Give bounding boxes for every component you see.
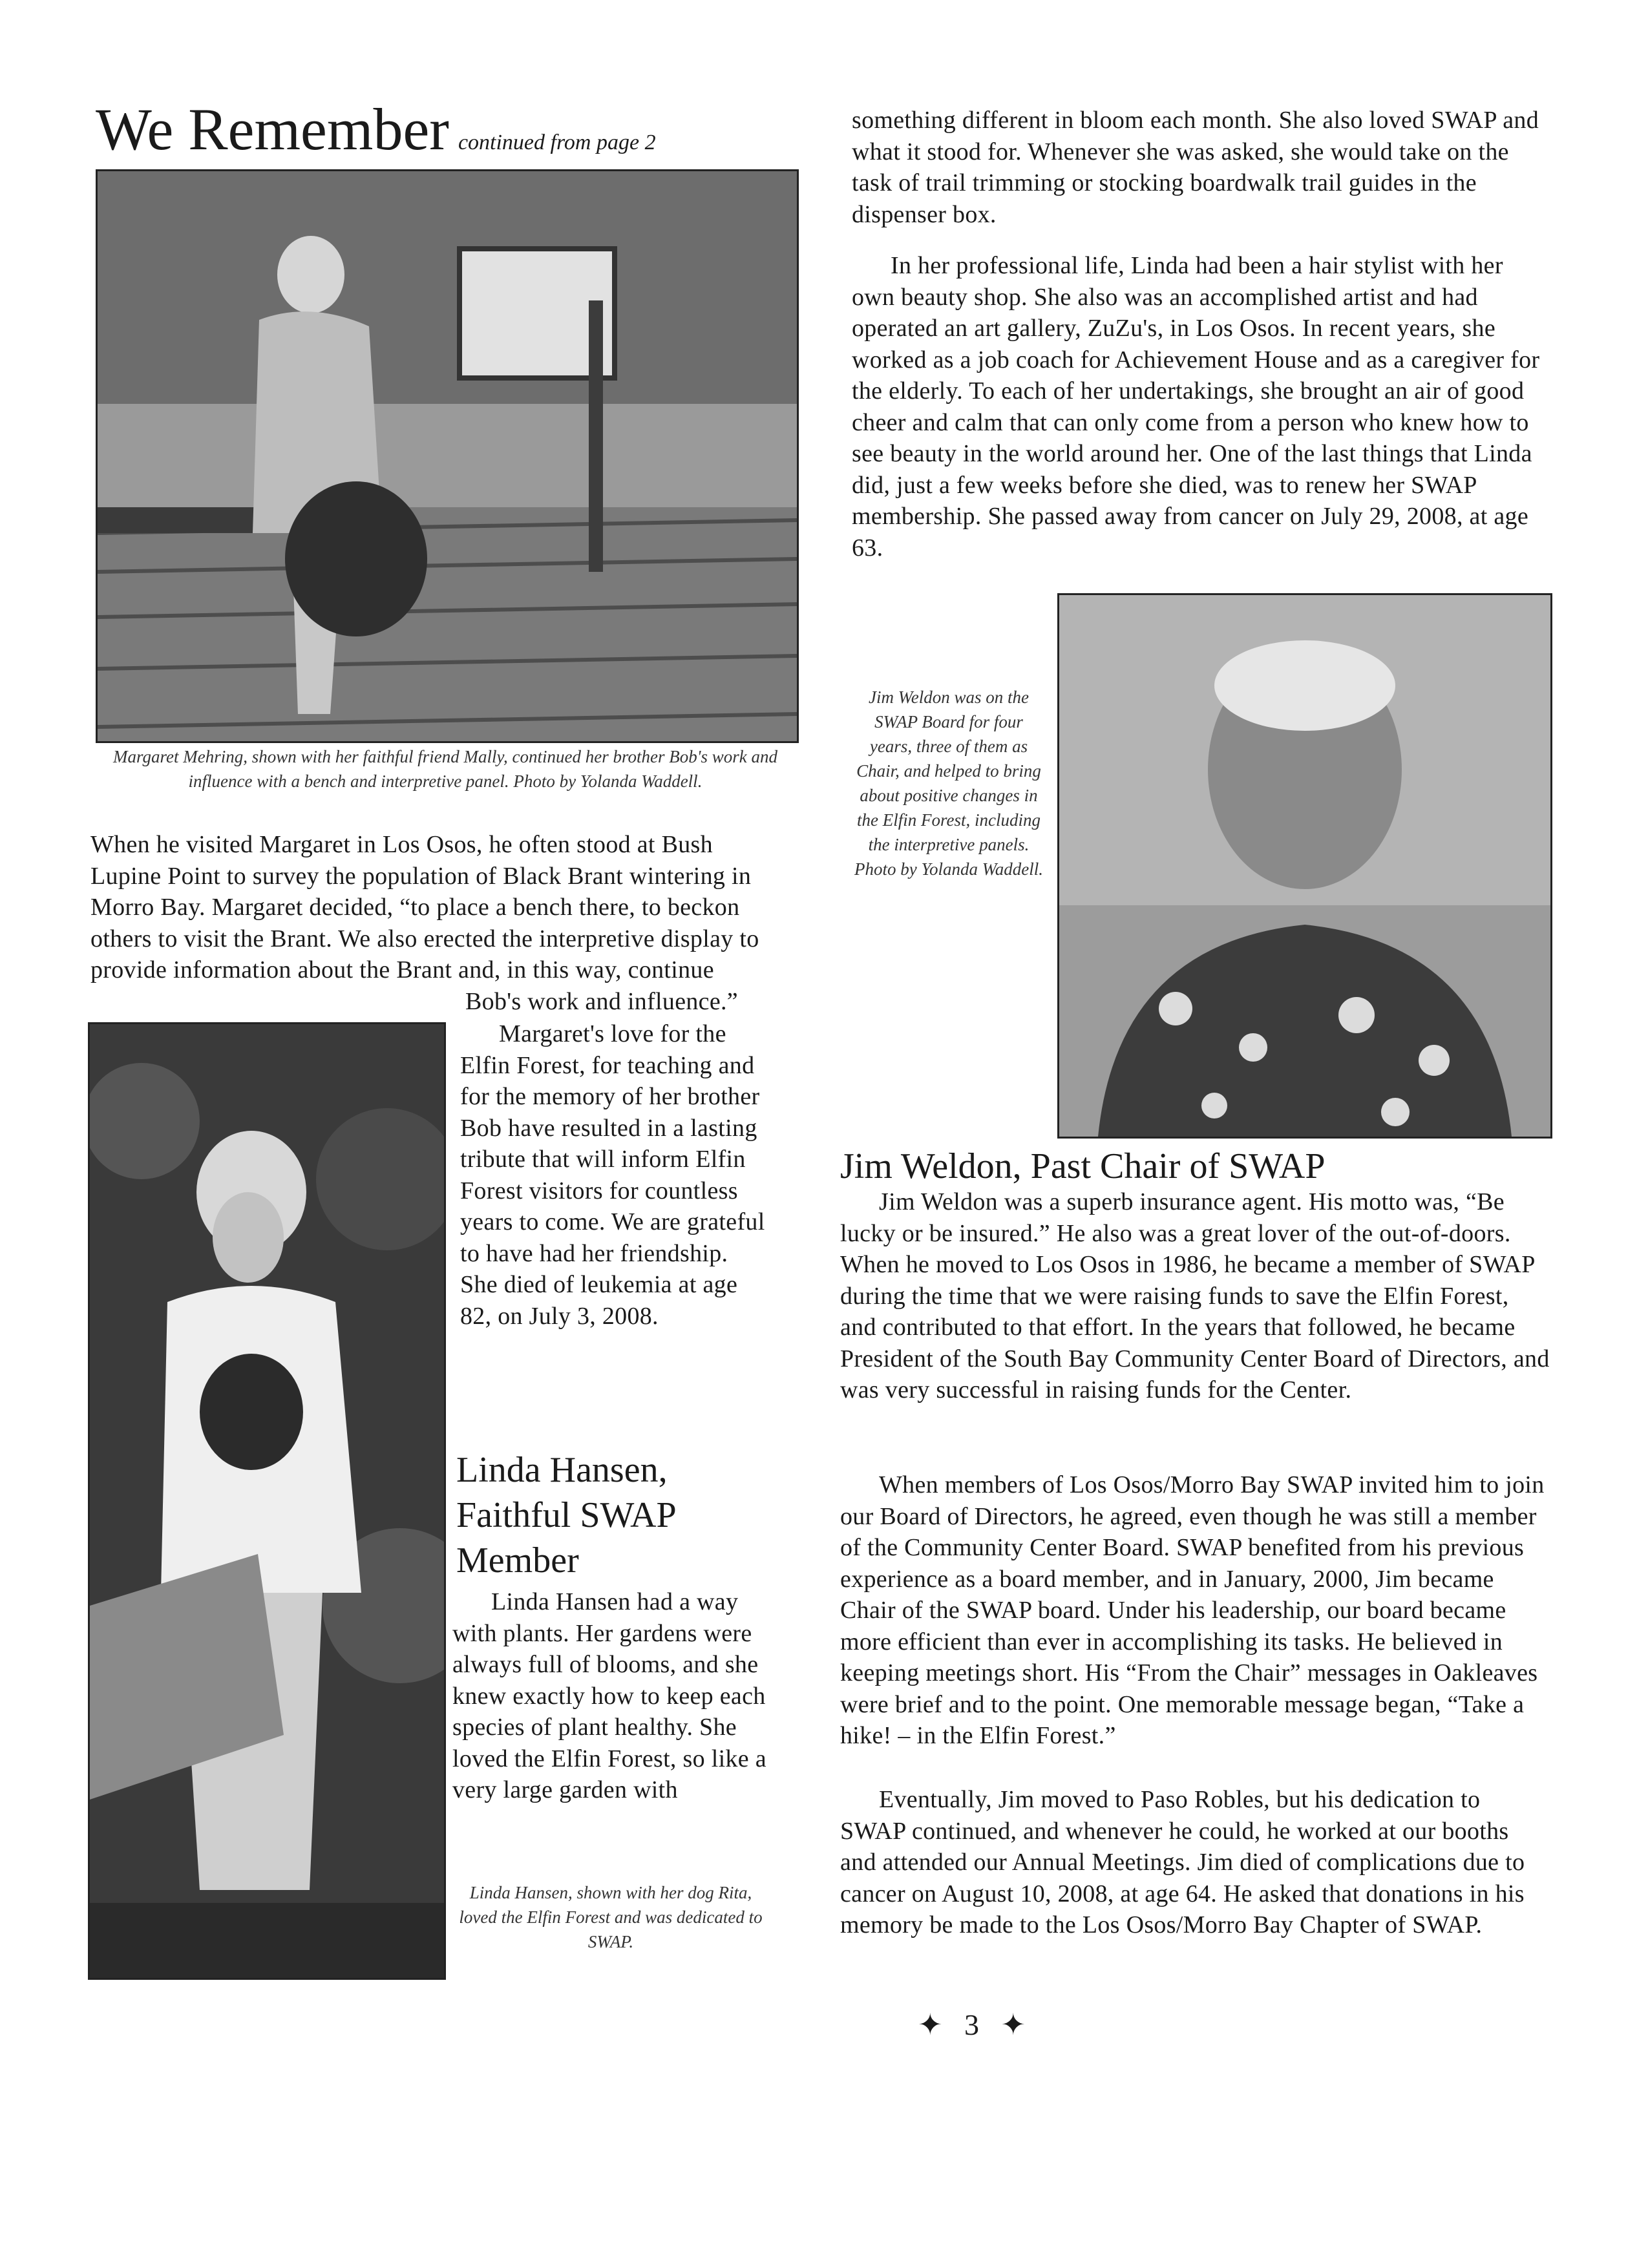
- linda-heading: Linda Hansen, Faithful SWAP Member: [456, 1450, 675, 1580]
- linda-paragraph-1: Linda Hansen had a way with plants. Her gardens were always full of blooms, and she knew exactly how to keep each species of plant healthy. She loved the Elfin Forest, so like a very large garden with: [452, 1588, 766, 1803]
- jim-photo-caption: Jim Weldon was on the SWAP Board for four years, three of them as Chair, and helped to bring about positive changes in the Elfin Forest, including the interpretive panels. Photo by Yolanda Waddell.: [854, 688, 1044, 879]
- ornament-left-icon: ✦: [918, 2008, 943, 2041]
- linda-photo-illustration: [90, 1024, 444, 1978]
- margaret-photo-illustration: [98, 171, 797, 741]
- page-title: [96, 97, 656, 175]
- jim-paragraph-3: Eventually, Jim moved to Paso Robles, but his dedication to SWAP continued, and whenever he could, he worked at our booths and attended our Annual Meetings. Jim died of complications due to cancer on August 10, 2008, at age 64. He asked that donations in his memory be made to the Los Osos/Morro Bay Chapter of SWAP.: [840, 1786, 1525, 1938]
- page-number-text: 3: [964, 2008, 980, 2041]
- jim-photo: [1057, 593, 1552, 1139]
- margaret-photo-caption: Margaret Mehring, shown with her faithful friend Mally, continued her brother Bob's work and influence with a bench and interpretive panel. Photo by Yolanda Waddell.: [113, 747, 777, 791]
- ornament-right-icon: ✦: [1000, 2008, 1026, 2041]
- margaret-paragraph-2: Margaret's love for the Elfin Forest, for teaching and for the memory of her brother Bob have resulted in a lasting tribute that will inform Elfin Forest visitors for countless years to come. We are grateful to have had her friendship. She died of leukemia at age 82, on July 3, 2008.: [460, 1020, 765, 1330]
- continued-note: continued from page 2: [458, 131, 656, 154]
- jim-photo-illustration: [1059, 595, 1550, 1137]
- linda-paragraph-1-continued: something different in bloom each month. She also loved SWAP and what it stood for. Whenever she was asked, she would take on the task of trail trimming or stocking boardwalk trail guides in the dispenser box.: [852, 107, 1539, 228]
- page-number: [918, 2006, 1026, 2044]
- jim-paragraph-2: When members of Los Osos/Morro Bay SWAP invited him to join our Board of Directors, he agreed, even though he was still a member of the Community Center Board. SWAP benefited from his previous experience as a board member, and in January, 2000, Jim became Chair of the SWAP board. Under his leadership, our board became more efficient than ever in accomplishing its tasks. He believed in keeping meetings short. His “From the Chair” messages in Oakleaves were brief and to the point. One memorable message began, “Take a hike! – in the Elfin Forest.”: [840, 1471, 1545, 1749]
- linda-photo-caption: Linda Hansen, shown with her dog Rita, loved the Elfin Forest and was dedicated to SWAP.: [459, 1883, 763, 1951]
- margaret-paragraph-1-end: Bob's work and influence.”: [465, 988, 738, 1015]
- linda-photo: [88, 1022, 446, 1980]
- margaret-paragraph-1: When he visited Margaret in Los Osos, he often stood at Bush Lupine Point to survey the population of Black Brant wintering in Morro Bay. Margaret decided, “to place a bench there, to beckon others to visit the Brant. We also erected the interpretive display to provide information about the Brant and, in this way, continue: [90, 831, 759, 983]
- title-text: We Remember: [96, 96, 449, 162]
- jim-paragraph-1: Jim Weldon was a superb insurance agent. His motto was, “Be lucky or be insured.” He also was a great lover of the out-of-doors. When he moved to Los Osos in 1986, he became a member of SWAP during the time that we were raising funds to save the Elfin Forest, and contributed to that effort. In the years that followed, he became President of the South Bay Community Center Board of Directors, and was very successful in raising funds for the Center.: [840, 1188, 1550, 1403]
- jim-heading: Jim Weldon, Past Chair of SWAP: [840, 1146, 1326, 1186]
- margaret-photo: [96, 169, 799, 743]
- linda-paragraph-2: In her professional life, Linda had been a hair stylist with her own beauty shop. She also was an accomplished artist and had operated an art gallery, ZuZu's, in Los Osos. In recent years, she worked as a job coach for Achievement House and as a caregiver for the elderly. To each of her undertakings, she brought an air of good cheer and calm that can only come from a person who knew how to see beauty in the world around her. One of the last things that Linda did, just a few weeks before she died, was to renew her SWAP membership. She passed away from cancer on July 29, 2008, at age 63.: [852, 252, 1540, 562]
